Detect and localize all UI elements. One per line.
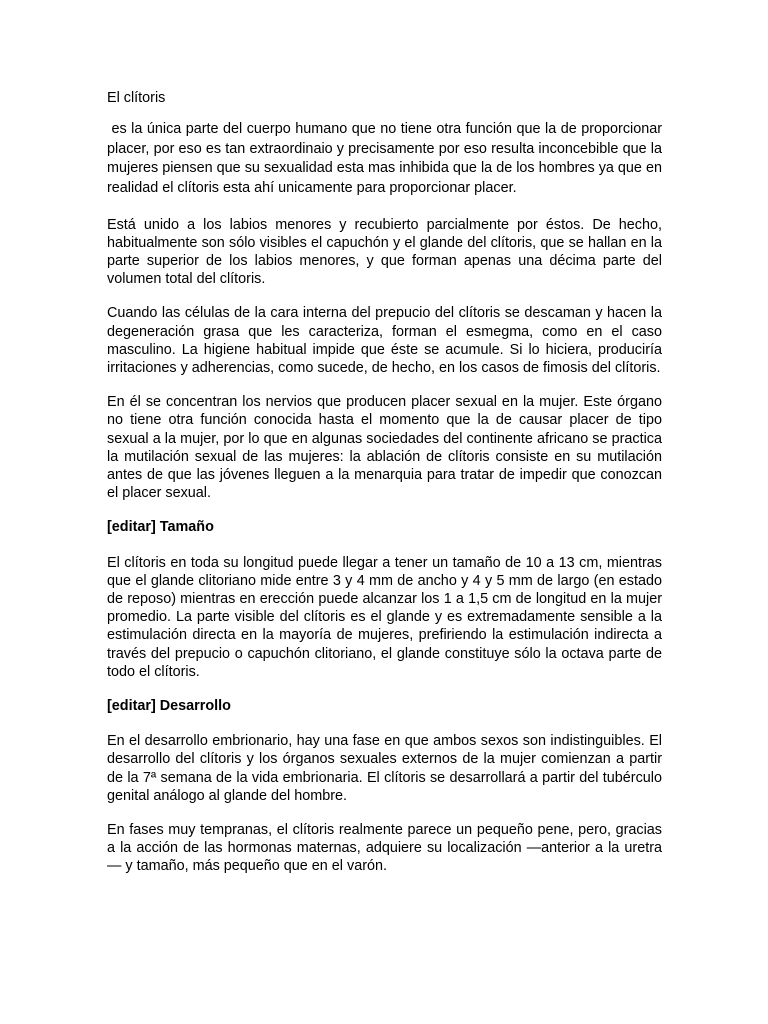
intro-paragraph-3: Cuando las células de la cara interna del prepucio del clítoris se descaman y hacen la degeneración grasa que les caracteriza, forman el esmegma, como en el caso masculino. La higiene habitual impide que éste se acumule. Si lo hiciera, produciría irritaciones y adherencias, como sucede, de hecho, en los casos de fimosis del clítoris.: [107, 305, 662, 376]
section-heading-desarrollo: [editar] Desarrollo: [107, 698, 231, 715]
document-title: El clítoris: [107, 90, 166, 106]
intro-paragraph-1: es la única parte del cuerpo humano que no tiene otra función que la de proporcionar placer, por eso es tan extraordinaio y precisamente por eso resulta inconcebible que la mujeres piensen que su sexualidad esta mas inhibida que la de los hombres ya que en realidad el clítoris esta ahí unicamente para proporcionar placer.: [107, 121, 667, 196]
section-desarrollo-paragraph-1: En el desarrollo embrionario, hay una fase en que ambos sexos son indistinguibles. El desarrollo del clítoris y los órganos sexuales externos de la mujer comienzan a partir de la 7ª semana de la vida embrionaria. El clítoris se desarrollará a partir del tubérculo genital análogo al glande del hombre.: [107, 733, 662, 804]
intro-paragraph-2: Está unido a los labios menores y recubierto parcialmente por éstos. De hecho, habitualmente son sólo visibles el capuchón y el glande del clítoris, que se hallan en la parte superior de los labios menores, y que forman apenas una décima parte del volumen total del clítoris.: [107, 216, 662, 288]
section-tamano-paragraph-1: El clítoris en toda su longitud puede llegar a tener un tamaño de 10 a 13 cm, mientras que el glande clitoriano mide entre 3 y 4 mm de ancho y 4 y 5 mm de largo (en estado de reposo) mientras en erección puede alcanzar los 1 a 1,5 cm de longitud en la mujer promedio. La parte visible del clítoris es el glande y es extremadamente sensible a la estimulación directa en la mayoría de mujeres, prefiriendo la estimulación indirecta a través del prepucio o capuchón clitoriano, el glande constituye sólo la octava parte de todo el clítoris.: [107, 554, 662, 680]
document-page: [107, 89, 667, 892]
section-desarrollo-paragraph-2: En fases muy tempranas, el clítoris realmente parece un pequeño pene, pero, gracias a la acción de las hormonas maternas, adquiere su localización —anterior a la uretra— y tamaño, más pequeño que en el varón.: [107, 822, 662, 875]
section-heading-tamano: [editar] Tamaño: [107, 519, 214, 536]
intro-paragraph-4: En él se concentran los nervios que producen placer sexual en la mujer. Este órgano no tiene otra función conocida hasta el momento que la de causar placer de tipo sexual a la mujer, por lo que en algunas sociedades del continente africano se practica la mutilación sexual de las mujeres: la ablación de clítoris consiste en su mutilación antes de que las jóvenes lleguen a la menarquia para tratar de impedir que conozcan el placer sexual.: [107, 394, 662, 502]
